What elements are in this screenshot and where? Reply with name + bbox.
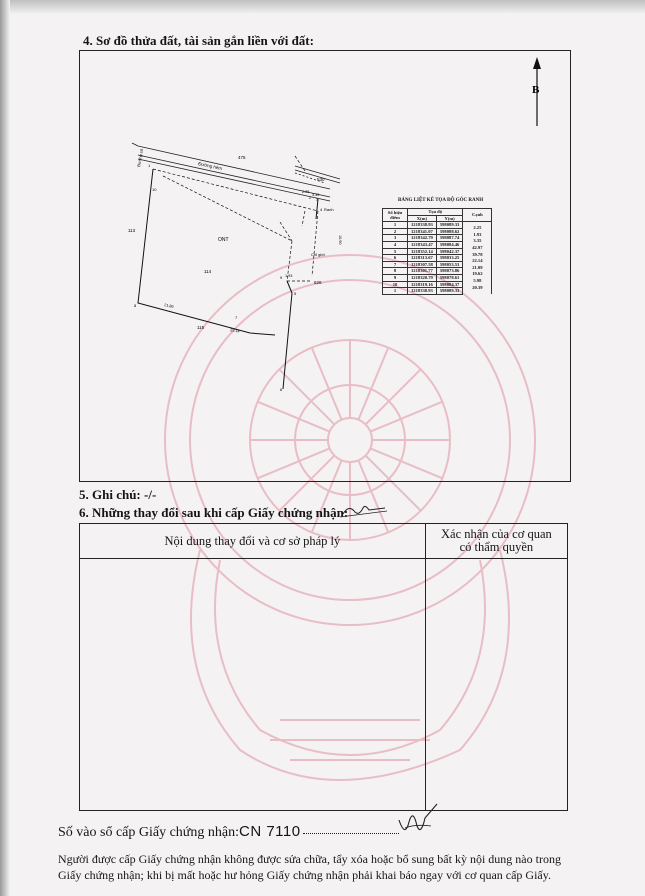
- coord-cell-y: 598042.37: [436, 248, 463, 255]
- coord-cell-x: 1218352.14: [408, 248, 437, 255]
- col-y: Y(m): [436, 215, 463, 222]
- coord-cell-x: 1218319.16: [408, 281, 437, 288]
- coord-cell-x: 1218338.93: [408, 222, 437, 229]
- parcel-boundary-dashed: [153, 156, 318, 281]
- changes-col-confirm: [425, 524, 567, 559]
- changes-col-content-label: Nội dung thay đổi và cơ sở pháp lý: [164, 533, 341, 548]
- parcel-outline: [138, 169, 318, 389]
- signature: [395, 800, 440, 840]
- point-7: 7: [235, 315, 238, 320]
- coordinate-table: [382, 208, 492, 295]
- initials-mark: [335, 500, 395, 520]
- coord-cell-pt: 1: [383, 288, 408, 295]
- adjacent-left: 113: [128, 228, 136, 233]
- col-point: Số hiệu điểm: [383, 209, 408, 222]
- changes-col-content: [80, 524, 426, 559]
- point-9: 9: [280, 275, 283, 280]
- adjacent-top: 475: [238, 155, 246, 160]
- changes-col-confirm-line1: Xác nhận của cơ quan: [441, 527, 552, 541]
- parcel-diagram: [80, 51, 570, 481]
- road-label: Đường hẻm: [197, 161, 223, 172]
- col-x: X(m): [408, 215, 437, 222]
- coord-cell-x: 1218341.07: [408, 228, 437, 235]
- scan-shadow-top: [0, 0, 645, 14]
- coord-cell-x: 1218342.79: [408, 235, 437, 242]
- point-6: 6: [280, 387, 283, 392]
- coord-cell-edge: 21.09: [463, 264, 492, 271]
- adjacent-right: 626: [314, 280, 322, 285]
- coord-cell-y: 598088.62: [436, 228, 463, 235]
- coord-cell-pt: 4: [383, 241, 408, 248]
- edge-len-4: 2.25: [302, 190, 310, 194]
- coord-cell-y: 598087.74: [436, 235, 463, 242]
- scan-shadow-left: [0, 0, 10, 896]
- coord-cell-edge: 1.93: [463, 231, 492, 238]
- coord-cell-edge: 19.62: [463, 271, 492, 278]
- coord-cell-x: 1218301.77: [408, 268, 437, 275]
- point-4: 4: [320, 207, 323, 212]
- point-10: 10: [152, 187, 157, 192]
- coord-table-title: BẢNG LIỆT KÊ TỌA ĐỘ GÓC RANH: [398, 198, 484, 203]
- point-5: 5: [294, 291, 297, 296]
- coord-cell-y: 598053.53: [436, 261, 463, 268]
- coord-cell-edge: 39.78: [463, 251, 492, 258]
- coord-cell-edge: 2.25: [463, 225, 492, 232]
- coord-cell-y: 598084.37: [436, 281, 463, 288]
- registry-line: [58, 823, 399, 841]
- section-5-title: 5. Ghi chú: -/-: [79, 487, 157, 502]
- coord-cell-y: 598033.25: [436, 255, 463, 262]
- adjacent-top-right: 530: [317, 177, 325, 182]
- coord-cell-x: 1218307.58: [408, 261, 437, 268]
- coord-cell-edge: 42.97: [463, 244, 492, 251]
- coord-cell-y: 598084.46: [436, 241, 463, 248]
- coord-cell-y: 598089.33: [436, 222, 463, 229]
- coord-cell-x: 1218338.93: [408, 288, 437, 295]
- coord-cell-pt: 3: [383, 235, 408, 242]
- edge-len-2: 21.86: [163, 303, 174, 309]
- coord-cell-pt: 1: [383, 222, 408, 229]
- coord-cell-edge: 3.35: [463, 238, 492, 245]
- coord-cell-y: 598089.33: [436, 288, 463, 295]
- col-edge: Cạnh: [463, 209, 492, 222]
- coord-cell-pt: 5: [383, 248, 408, 255]
- point-1: 1: [148, 163, 151, 168]
- registry-dots: [303, 833, 399, 834]
- coord-cell-x: 1218320.79: [408, 274, 437, 281]
- point-2: 2: [309, 195, 312, 200]
- section-4-title: 4. Sơ đồ thửa đất, tài sản gắn liền với đất:: [83, 33, 314, 48]
- coord-cell-y: 598078.61: [436, 274, 463, 281]
- footer-line-2: Giấy chứng nhận; khi bị mất hoặc hư hỏng Giấy chứng nhận phải khai báo ngay với cơ quan cấp Giấy.: [58, 868, 551, 882]
- edge-len-1: 10.90: [338, 235, 342, 245]
- coord-cell-pt: 7: [383, 261, 408, 268]
- side-note-2: Ranh: [324, 207, 334, 212]
- registry-label: Số vào sổ cấp Giấy chứng nhận:: [58, 825, 239, 840]
- registry-number: CN 7110: [239, 823, 301, 840]
- coord-cell-x: 1218313.67: [408, 255, 437, 262]
- footer-line-1: Người được cấp Giấy chứng nhận không được sửa chữa, tẩy xóa hoặc bổ sung bất kỳ nội dung nào trong: [58, 852, 561, 866]
- adjacent-mid: 114: [204, 269, 212, 274]
- changes-content-cell: [80, 559, 426, 811]
- coord-cell-pt: 9: [383, 274, 408, 281]
- coord-cell-edge: 22.14: [463, 258, 492, 265]
- coord-cell-edge: 5.98: [463, 277, 492, 284]
- changes-table: [79, 523, 568, 811]
- edge-len-3: 3.35: [312, 193, 320, 197]
- col-coord: Tọa độ: [408, 209, 463, 216]
- edge-len-5: 1.93: [285, 274, 293, 278]
- changes-confirm-cell: [425, 559, 567, 811]
- coord-cell-y: 598073.86: [436, 268, 463, 275]
- edge-len-6: 22.14: [229, 328, 240, 334]
- road-label-2: Đường số: [136, 148, 145, 168]
- point-8: 8: [134, 303, 137, 308]
- adjacent-bottom: 115: [197, 325, 205, 330]
- side-note: Chỉ giới: [311, 252, 325, 257]
- coord-cell-pt: 10: [383, 281, 408, 288]
- section-6-title: 6. Những thay đổi sau khi cấp Giấy chứng nhận:: [79, 505, 349, 520]
- coord-cell-pt: 2: [383, 228, 408, 235]
- coord-row: [383, 222, 492, 229]
- coord-cell-x: 1218343.47: [408, 241, 437, 248]
- coord-cell-pt: 6: [383, 255, 408, 262]
- point-3: 3: [316, 197, 319, 202]
- land-type-label: ONT: [218, 237, 229, 243]
- coord-cell-pt: 8: [383, 268, 408, 275]
- north-label: B: [532, 84, 540, 96]
- land-parcel-map: [79, 50, 571, 482]
- coord-cell-edge: 20.39: [463, 284, 492, 291]
- changes-col-confirm-line2: có thẩm quyền: [459, 540, 534, 554]
